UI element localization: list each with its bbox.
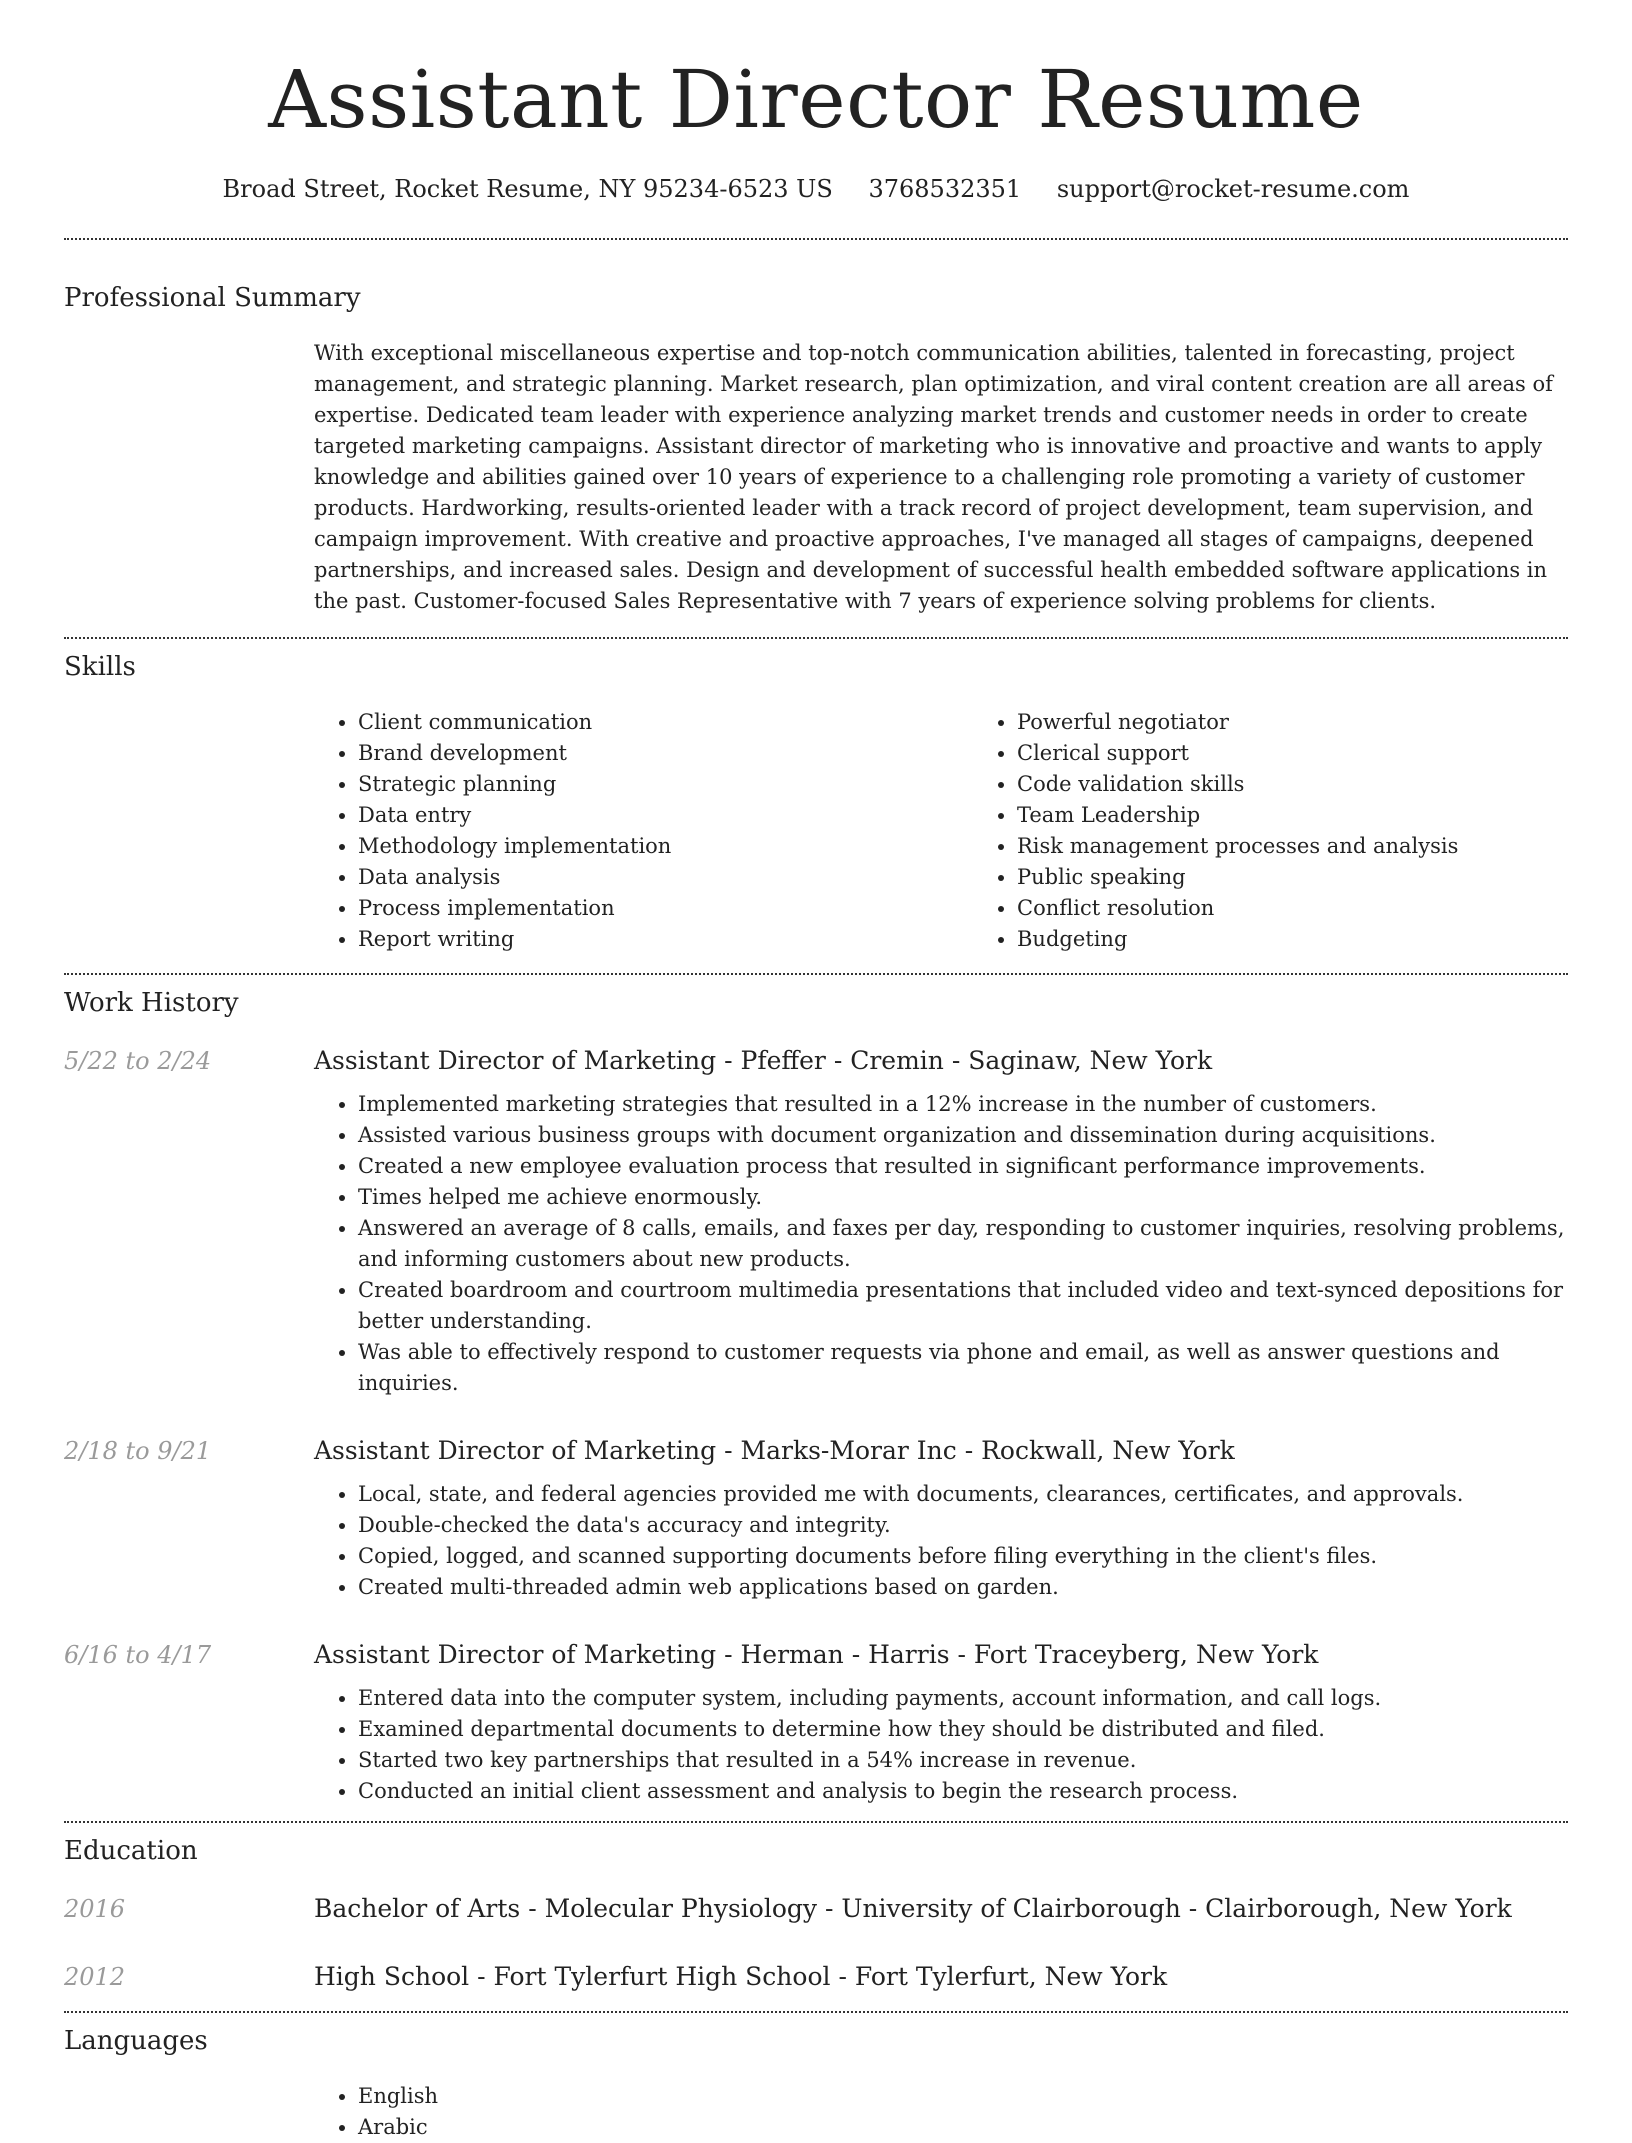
skill-item: • Report writing bbox=[358, 924, 973, 955]
job-bullet: • Assisted various business groups with document organization and dissemination during acquisitions. bbox=[358, 1120, 1568, 1151]
job-bullet: • Times helped me achieve enormously. bbox=[358, 1182, 1568, 1213]
summary-heading: Professional Summary bbox=[64, 283, 361, 313]
job-bullet: • Created a new employee evaluation process that resulted in significant performance improvements. bbox=[358, 1151, 1568, 1182]
languages-section bbox=[64, 2025, 1568, 2143]
contact-line bbox=[64, 174, 1568, 204]
skill-item: • Brand development bbox=[358, 738, 973, 769]
skill-item: • Budgeting bbox=[1017, 924, 1632, 955]
skill-item: • Public speaking bbox=[1017, 862, 1632, 893]
summary-section bbox=[64, 282, 1568, 617]
job-bullets bbox=[314, 1683, 1568, 1807]
job-bullets bbox=[314, 1479, 1568, 1603]
languages-left-spacer bbox=[64, 2081, 314, 2143]
job-entry bbox=[64, 1435, 1568, 1603]
job-entry bbox=[64, 1639, 1568, 1807]
skills-list-right bbox=[973, 707, 1632, 955]
job-heading: Assistant Director of Marketing - Marks-Morar Inc - Rockwall, New York bbox=[314, 1436, 1235, 1465]
job-dates: 6/16 to 4/17 bbox=[64, 1641, 212, 1669]
resume-title: Assistant Director Resume bbox=[268, 53, 1364, 146]
job-bullet: • Answered an average of 8 calls, emails, and faxes per day, responding to customer inquiries, resolving problems, and informing customers about new products. bbox=[358, 1213, 1568, 1275]
skill-item: • Team Leadership bbox=[1017, 800, 1632, 831]
skills-heading: Skills bbox=[64, 652, 136, 682]
skills-divider bbox=[64, 973, 1568, 975]
skills-list-left bbox=[314, 707, 973, 955]
education-entry bbox=[64, 1961, 1568, 1993]
contact-email: support@rocket-resume.com bbox=[1056, 175, 1410, 203]
summary-text: With exceptional miscellaneous expertise and top-notch communication abilities, talented in forecasting, project management, and strategic planning. Market research, plan optimization, and viral content creation are all areas of expertise. Dedicated team leader with experience analyzing market trends and customer needs in order to create targeted marketing campaigns. Assistant director of marketing who is innovative and proactive and wants to apply knowledge and abilities gained over 10 years of experience to a challenging role promoting a variety of customer products. Hardworking, results-oriented leader with a track record of project development, team supervision, and campaign improvement. With creative and proactive approaches, I've managed all stages of campaigns, deepened partnerships, and increased sales. Design and development of successful health embedded software applications in the past. Customer-focused Sales Representative with 7 years of experience solving problems for clients. bbox=[314, 341, 1553, 613]
language-item: • Arabic bbox=[358, 2112, 1568, 2143]
education-divider bbox=[64, 2011, 1568, 2013]
job-heading: Assistant Director of Marketing - Pfeffer - Cremin - Saginaw, New York bbox=[314, 1046, 1213, 1075]
summary-left-spacer bbox=[64, 338, 314, 617]
job-bullet: • Examined departmental documents to determine how they should be distributed and filed. bbox=[358, 1714, 1568, 1745]
job-bullet: • Copied, logged, and scanned supporting documents before filing everything in the client's files. bbox=[358, 1541, 1568, 1572]
skills-section bbox=[64, 651, 1568, 955]
job-entry bbox=[64, 1045, 1568, 1399]
languages-list bbox=[314, 2081, 1568, 2143]
education-year: 2016 bbox=[64, 1895, 126, 1923]
education-year: 2012 bbox=[64, 1963, 126, 1991]
job-bullet: • Double-checked the data's accuracy and integrity. bbox=[358, 1510, 1568, 1541]
education-heading: Education bbox=[64, 1836, 198, 1866]
summary-divider bbox=[64, 637, 1568, 639]
work-heading: Work History bbox=[64, 988, 239, 1018]
language-item: • English bbox=[358, 2081, 1568, 2112]
job-bullet: • Conducted an initial client assessment and analysis to begin the research process. bbox=[358, 1776, 1568, 1807]
skill-item: • Strategic planning bbox=[358, 769, 973, 800]
skill-item: • Code validation skills bbox=[1017, 769, 1632, 800]
job-bullets bbox=[314, 1089, 1568, 1399]
education-entry bbox=[64, 1893, 1568, 1925]
skill-item: • Data analysis bbox=[358, 862, 973, 893]
job-dates: 2/18 to 9/21 bbox=[64, 1437, 212, 1465]
skill-item: • Risk management processes and analysis bbox=[1017, 831, 1632, 862]
job-bullet: • Implemented marketing strategies that resulted in a 12% increase in the number of customers. bbox=[358, 1089, 1568, 1120]
contact-phone: 3768532351 bbox=[868, 175, 1022, 203]
job-bullet: • Was able to effectively respond to customer requests via phone and email, as well as answer questions and inquiries. bbox=[358, 1337, 1568, 1399]
skill-item: • Clerical support bbox=[1017, 738, 1632, 769]
contact-address: Broad Street, Rocket Resume, NY 95234-6523 US bbox=[222, 175, 833, 203]
education-heading-line: High School - Fort Tylerfurt High School - Fort Tylerfurt, New York bbox=[314, 1962, 1168, 1991]
skill-item: • Methodology implementation bbox=[358, 831, 973, 862]
skill-item: • Conflict resolution bbox=[1017, 893, 1632, 924]
work-section bbox=[64, 987, 1568, 1807]
skill-item: • Data entry bbox=[358, 800, 973, 831]
skill-item: • Client communication bbox=[358, 707, 973, 738]
job-bullet: • Created multi-threaded admin web applications based on garden. bbox=[358, 1572, 1568, 1603]
work-divider bbox=[64, 1821, 1568, 1823]
skill-item: • Powerful negotiator bbox=[1017, 707, 1632, 738]
skill-item: • Process implementation bbox=[358, 893, 973, 924]
header-divider bbox=[64, 238, 1568, 240]
job-bullet: • Created boardroom and courtroom multimedia presentations that included video and text-synced depositions for better understanding. bbox=[358, 1275, 1568, 1337]
education-heading-line: Bachelor of Arts - Molecular Physiology - University of Clairborough - Clairborough, New York bbox=[314, 1894, 1512, 1923]
job-dates: 5/22 to 2/24 bbox=[64, 1047, 212, 1075]
skills-left-spacer bbox=[64, 707, 314, 955]
job-bullet: • Entered data into the computer system, including payments, account information, and call logs. bbox=[358, 1683, 1568, 1714]
job-bullet: • Started two key partnerships that resulted in a 54% increase in revenue. bbox=[358, 1745, 1568, 1776]
languages-heading: Languages bbox=[64, 2026, 208, 2056]
job-heading: Assistant Director of Marketing - Herman - Harris - Fort Traceyberg, New York bbox=[314, 1640, 1319, 1669]
job-bullet: • Local, state, and federal agencies provided me with documents, clearances, certificates, and approvals. bbox=[358, 1479, 1568, 1510]
education-section bbox=[64, 1835, 1568, 1993]
